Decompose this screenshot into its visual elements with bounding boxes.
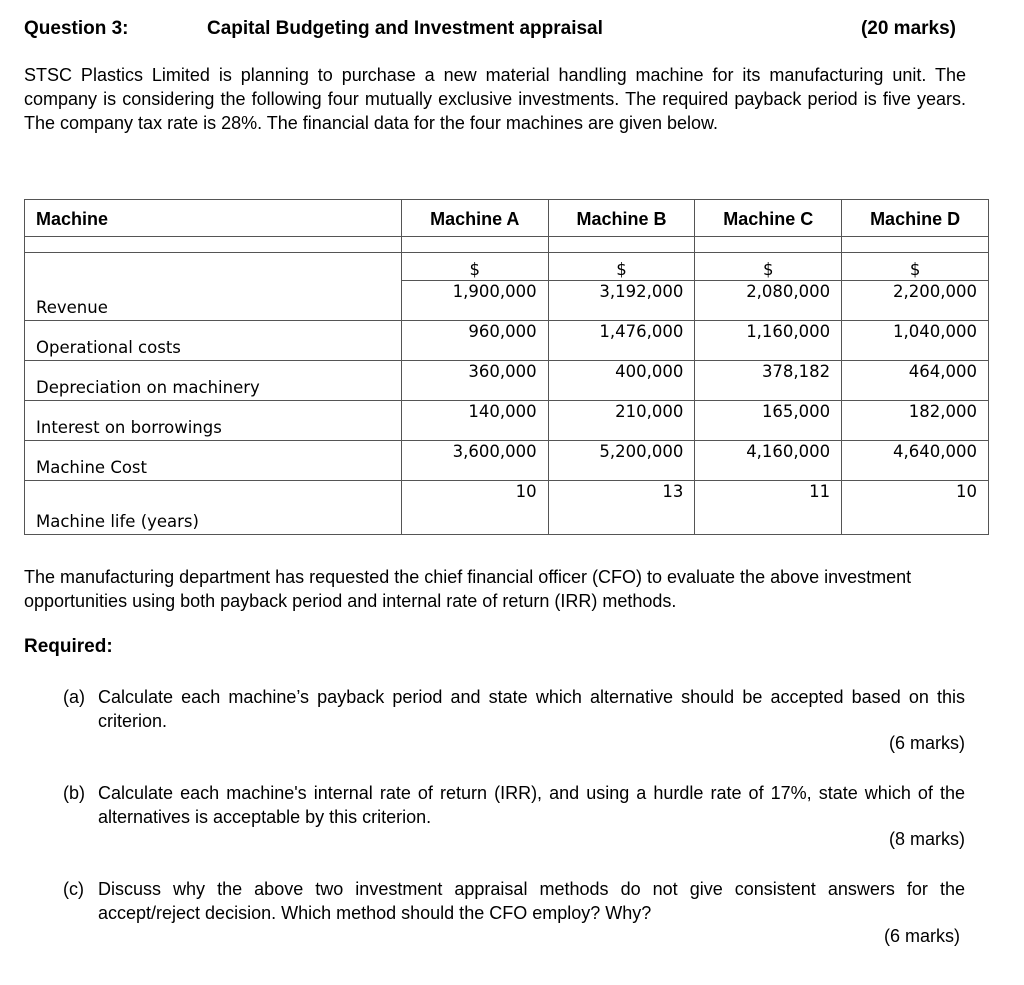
row-label: Operational costs: [25, 321, 402, 361]
currency-cell: $: [695, 253, 842, 281]
part-a: [63, 685, 965, 733]
value-cell: 210,000: [548, 401, 695, 441]
value-cell: 10: [401, 481, 548, 535]
part-b: [63, 781, 965, 829]
row-label: Revenue: [25, 253, 402, 321]
value-cell: 1,476,000: [548, 321, 695, 361]
part-text: Calculate each machine's internal rate of return (IRR), and using a hurdle rate of 17%, state which of the alternatives is acceptable by this criterion.: [98, 783, 965, 827]
header-machine-label: Machine: [25, 200, 402, 237]
table-header-row: [25, 200, 989, 237]
value-cell: 960,000: [401, 321, 548, 361]
question-header: [24, 18, 956, 46]
row-label: Depreciation on machinery: [25, 361, 402, 401]
table-row: [25, 361, 989, 401]
value-cell: 13: [548, 481, 695, 535]
currency-cell: $: [401, 253, 548, 281]
part-marks: (6 marks): [889, 733, 965, 753]
value-cell: 4,160,000: [695, 441, 842, 481]
question-title: Capital Budgeting and Investment appraisal: [207, 18, 603, 39]
currency-cell: $: [548, 253, 695, 281]
value-cell: 2,080,000: [695, 281, 842, 321]
value-cell: 464,000: [842, 361, 989, 401]
part-c: [63, 877, 965, 925]
value-cell: 11: [695, 481, 842, 535]
value-cell: 140,000: [401, 401, 548, 441]
currency-cell: $: [842, 253, 989, 281]
part-label: (b): [63, 783, 85, 803]
header-machine-d: Machine D: [842, 200, 989, 237]
value-cell: 10: [842, 481, 989, 535]
required-heading: Required:: [24, 636, 113, 657]
question-number: Question 3:: [24, 18, 129, 39]
part-text: Calculate each machine’s payback period and state which alternative should be accepted based on this criterion.: [98, 687, 965, 731]
value-cell: 3,600,000: [401, 441, 548, 481]
part-marks: (8 marks): [889, 829, 965, 849]
value-cell: 1,900,000: [401, 281, 548, 321]
value-cell: 378,182: [695, 361, 842, 401]
header-machine-c: Machine C: [695, 200, 842, 237]
table-row: [25, 401, 989, 441]
value-cell: 4,640,000: [842, 441, 989, 481]
value-cell: 1,160,000: [695, 321, 842, 361]
question-marks: (20 marks): [860, 18, 956, 39]
table-row: [25, 481, 989, 535]
part-label: (a): [63, 687, 85, 707]
table-row: [25, 441, 989, 481]
value-cell: 400,000: [548, 361, 695, 401]
value-cell: 1,040,000: [842, 321, 989, 361]
header-machine-a: Machine A: [401, 200, 548, 237]
table-row: [25, 321, 989, 361]
evaluation-request-paragraph: The manufacturing department has requested the chief financial officer (CFO) to evaluate the above investment opportunities using both payback period and internal rate of return (IRR) methods.: [24, 567, 912, 611]
part-label: (c): [63, 879, 84, 899]
row-label: Machine Cost: [25, 441, 402, 481]
table-spacer-row: [25, 237, 989, 253]
value-cell: 360,000: [401, 361, 548, 401]
value-cell: 5,200,000: [548, 441, 695, 481]
financial-data-table: [24, 199, 989, 535]
value-cell: 3,192,000: [548, 281, 695, 321]
intro-paragraph: STSC Plastics Limited is planning to purchase a new material handling machine for its manufacturing unit. The company is considering the following four mutually exclusive investments. The required payback period is five years. The company tax rate is 28%. The financial data for the four machines are given below.: [24, 65, 966, 133]
value-cell: 2,200,000: [842, 281, 989, 321]
part-marks: (6 marks): [884, 926, 960, 946]
part-text: Discuss why the above two investment appraisal methods do not give consistent answers for the accept/reject decision. Which method should the CFO employ? Why?: [98, 879, 965, 923]
row-label: Machine life (years): [25, 481, 402, 535]
row-label: Interest on borrowings: [25, 401, 402, 441]
currency-row: [25, 253, 989, 281]
value-cell: 182,000: [842, 401, 989, 441]
header-machine-b: Machine B: [548, 200, 695, 237]
value-cell: 165,000: [695, 401, 842, 441]
